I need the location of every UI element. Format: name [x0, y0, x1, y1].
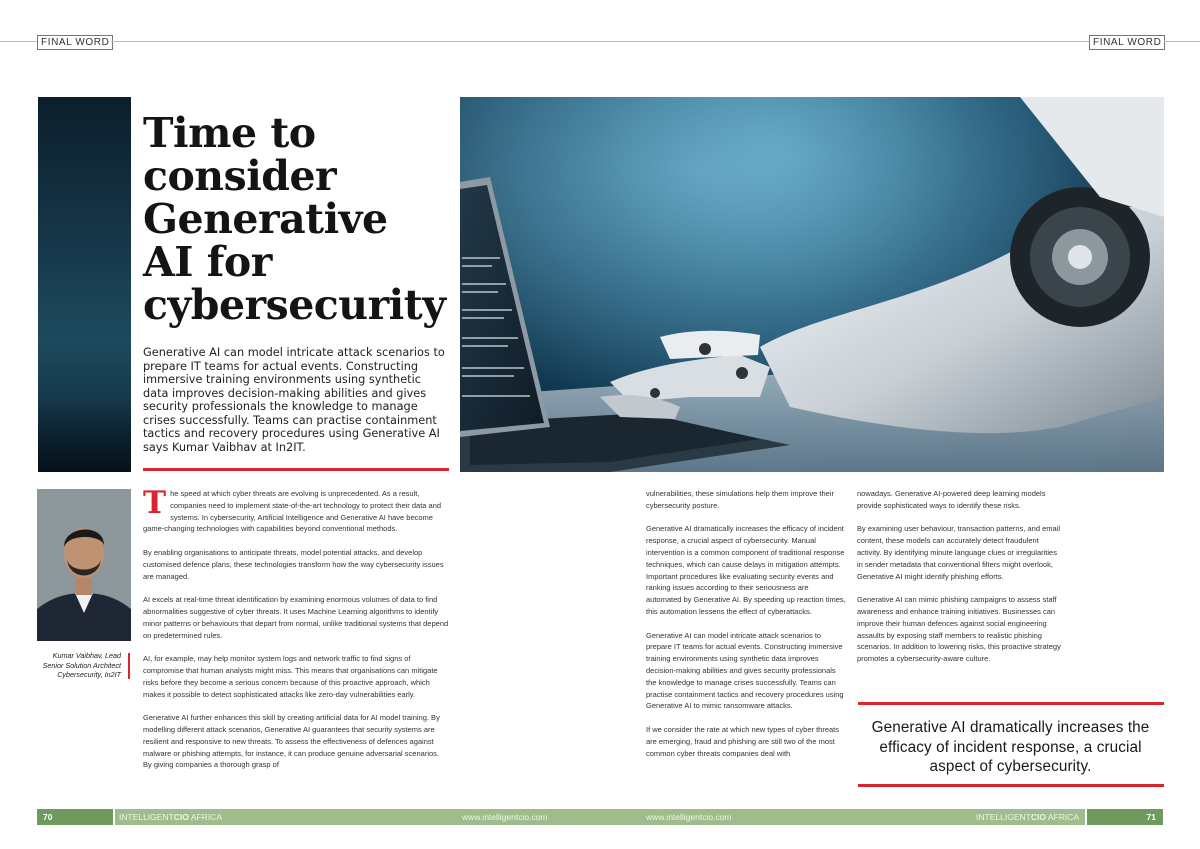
hero-image [460, 97, 1164, 472]
paragraph [143, 485, 449, 535]
paragraph-text: he speed at which cyber threats are evolving is unprecedented. As a result, companies need to implement state-of-the-art technology to protect their data and systems. In cybersecurity, Artificial Intelligence and Generative AI have become game-changing technologies with capabilities beyond conventional methods. [143, 489, 442, 534]
title-red-rule [143, 468, 449, 471]
section-tag-left: FINAL WORD [37, 35, 113, 50]
paragraph: vulnerabilities, these simulations help them improve their cybersecurity posture. [646, 489, 835, 510]
section-tag-right: FINAL WORD [1089, 35, 1165, 50]
article-intro: Generative AI can model intricate attack scenarios to prepare IT teams for actual events. Constructing immersive training environments using synthetic data improves decision-making abilities and gives security professionals the knowledge to manage crises successfully. Teams can practise containment tactics and recovery procedures using Generative AI says Kumar Vaibhav at In2IT. [143, 346, 445, 454]
website-url-left: www.intelligentcio.com [462, 812, 548, 822]
author-photo [37, 489, 131, 641]
pull-quote: Generative AI dramatically increases the efficacy of incident response, a crucial aspect of cybersecurity. [871, 719, 1150, 775]
body-column-1 [143, 485, 449, 783]
paragraph: AI, for example, may help monitor system logs and network traffic to find signs of compromise that human analysts might miss. This means that organisations can mitigate risks before they become a serious concern because of this proactive approach, which makes it possible to detect sophisticated attacks like zero-day vulnerabilities early. [143, 654, 438, 699]
body-column-2 [646, 488, 846, 771]
body-column-3 [857, 488, 1062, 677]
paragraph: nowadays. Generative AI-powered deep learning models provide sophisticated ways to identify these risks. [857, 489, 1046, 510]
article-title: Time to consider Generative AI for cybersecurity [143, 109, 446, 329]
footer-band-right [600, 809, 1085, 825]
publication-brand-left: INTELLIGENTCIO AFRICA [119, 812, 222, 822]
paragraph: By enabling organisations to anticipate threats, model potential attacks, and develop customised defence plans, these technologies transform how the way cybersecurity issues are managed. [143, 547, 444, 581]
publication-brand-right: INTELLIGENTCIO AFRICA [976, 812, 1079, 822]
robot-laptop-illustration [460, 97, 1164, 472]
page-number: 71 [1146, 812, 1156, 822]
paragraph: Generative AI can mimic phishing campaigns to assess staff awareness and enhance training initiatives. Businesses can improve their human defences against social engineering assaults by exposing staff members to realistic phishing scenarios. In addition to lowering risks, this proactive strategy promotes a cybersecurity-aware culture. [857, 595, 1061, 664]
pullquote-rule-top [858, 702, 1164, 705]
paragraph: If we consider the rate at which new types of cyber threats are emerging, fraud and phishing are still two of the most common cyber threats companies deal with [646, 724, 840, 758]
header-rule-right [1164, 41, 1200, 42]
paragraph: By examining user behaviour, transaction patterns, and email content, these models can accurately detect fraudulent activity. By identifying minute language clues or irregularities in sender metadata that conventional filters might overlook, Generative AI might identify phishing efforts. [857, 524, 1061, 581]
drop-cap: T [143, 485, 167, 521]
header-rule-mid [111, 41, 1089, 42]
caption-red-bar [128, 653, 130, 679]
website-url-right: www.intelligentcio.com [646, 812, 732, 822]
author-caption: Kumar Vaibhav, Lead Senior Solution Architect Cybersecurity, In2IT [42, 651, 121, 679]
header-rule-left [0, 41, 37, 42]
paragraph: AI excels at real-time threat identification by examining enormous volumes of data to find abnormalities suggestive of cyber threats. It uses Machine Learning algorithms to identify minor patterns or behaviours that depart from normal, unlike traditional systems that depend on predetermined rules. [143, 595, 449, 640]
paragraph: Generative AI dramatically increases the efficacy of incident response, a crucial aspect of cybersecurity. Manual intervention is a common component of traditional response techniques, which can cause delays in mitigation attempts. Important procedures like evaluating security events and ranking issues according to their seriousness are automated by Generative AI. By speeding up reaction times, this automation lessens the effect of cyberattacks. [646, 524, 846, 616]
pullquote-rule-bottom [858, 784, 1164, 787]
author-portrait [37, 489, 131, 641]
paragraph: Generative AI can model intricate attack scenarios to prepare IT teams for actual events. Constructing immersive training environments using synthetic data improves decision-making abilities and gives security professionals the knowledge to manage crises successfully. Teams can practise containment tactics and recovery procedures using Generative AI to mimic ransomware attacks. [646, 630, 844, 711]
paragraph: Generative AI further enhances this skill by creating artificial data for AI model training. By modelling different attack scenarios, Generative AI guarantees that security systems are resilient and responsive to new threats. To assess the effectiveness of defences against malware or phishing attempts, for instance, it can produce genuine adversarial scenarios. By giving companies a thorough grasp of [143, 713, 440, 770]
left-image-strip [38, 97, 131, 472]
page-number-left [37, 809, 113, 825]
footer-band-left [115, 809, 600, 825]
page-number-right [1087, 809, 1163, 825]
page-number: 70 [43, 812, 53, 822]
